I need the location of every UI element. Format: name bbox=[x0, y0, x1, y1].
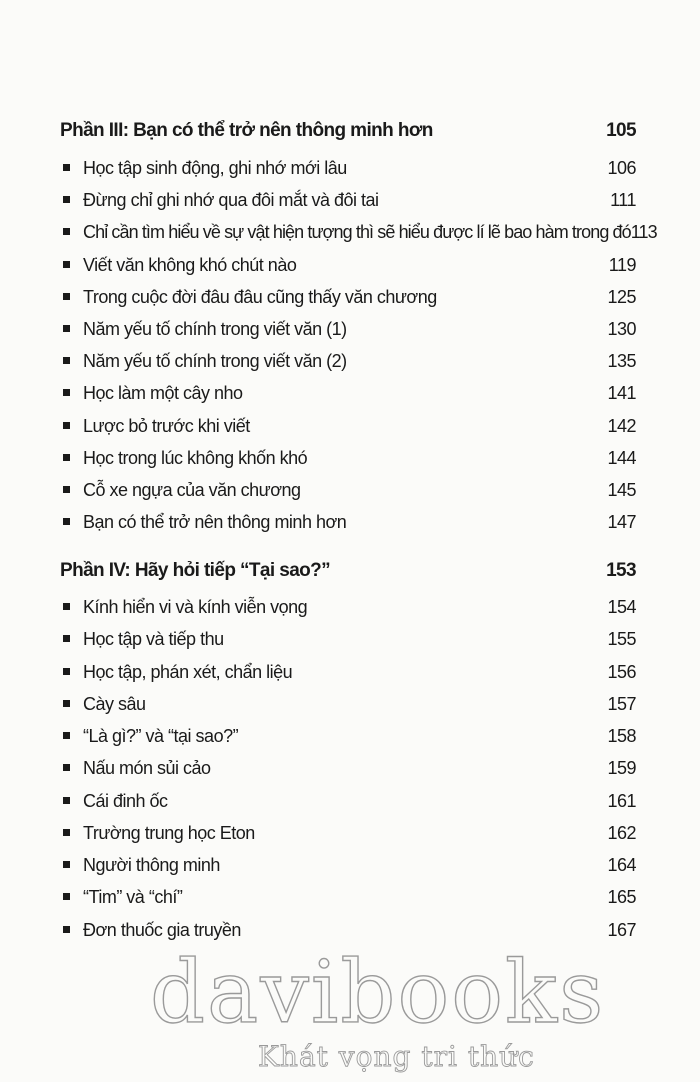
toc-entry bbox=[60, 222, 657, 243]
section-page-number: 105 bbox=[606, 120, 636, 141]
bullet-icon bbox=[63, 829, 70, 836]
entry-title: Năm yếu tố chính trong viết văn (1) bbox=[83, 319, 347, 339]
bullet-icon bbox=[63, 797, 70, 804]
toc-entry bbox=[60, 791, 636, 812]
entry-page-number: 162 bbox=[607, 823, 636, 843]
entry-page-number: 144 bbox=[607, 448, 636, 468]
bullet-icon bbox=[63, 732, 70, 739]
section-heading-part-4 bbox=[60, 560, 636, 582]
entry-page-number: 165 bbox=[607, 887, 636, 907]
entry-page-number: 145 bbox=[607, 480, 636, 500]
bullet-icon bbox=[63, 164, 70, 171]
bullet-icon bbox=[63, 325, 70, 332]
toc-entry bbox=[60, 383, 636, 404]
bullet-icon bbox=[63, 635, 70, 642]
entry-title: Lược bỏ trước khi viết bbox=[83, 416, 250, 436]
watermark-tagline: Khát vọng tri thức bbox=[258, 1040, 535, 1073]
toc-entry bbox=[60, 726, 636, 747]
section-title: Phần III: Bạn có thể trở nên thông minh hơn bbox=[60, 120, 433, 141]
toc-entry bbox=[60, 287, 636, 308]
toc-entry bbox=[60, 855, 636, 876]
toc-entry bbox=[60, 480, 636, 501]
bullet-icon bbox=[63, 603, 70, 610]
entry-title: Cỗ xe ngựa của văn chương bbox=[83, 480, 301, 500]
entry-page-number: 142 bbox=[607, 416, 636, 436]
entry-title: Học làm một cây nho bbox=[83, 383, 243, 403]
bullet-icon bbox=[63, 357, 70, 364]
bullet-icon bbox=[63, 454, 70, 461]
entry-title: “Tim” và “chí” bbox=[83, 887, 183, 907]
toc-entry bbox=[60, 629, 636, 650]
toc-entry bbox=[60, 887, 636, 908]
entry-page-number: 159 bbox=[607, 758, 636, 778]
bullet-icon bbox=[63, 668, 70, 675]
toc-entry bbox=[60, 416, 636, 437]
entry-page-number: 154 bbox=[607, 597, 636, 617]
bullet-icon bbox=[63, 422, 70, 429]
entry-title: Đơn thuốc gia truyền bbox=[83, 920, 241, 940]
toc-entry bbox=[60, 158, 636, 179]
bullet-icon bbox=[63, 293, 70, 300]
entry-title: Kính hiển vi và kính viễn vọng bbox=[83, 597, 308, 617]
entry-title: Cày sâu bbox=[83, 694, 146, 714]
entry-title: Người thông minh bbox=[83, 855, 220, 875]
toc-entry bbox=[60, 823, 636, 844]
entry-page-number: 113 bbox=[630, 222, 657, 242]
entry-title: Cái đinh ốc bbox=[83, 791, 168, 811]
entry-page-number: 167 bbox=[607, 920, 636, 940]
toc-entry bbox=[60, 662, 636, 683]
toc-entry bbox=[60, 758, 636, 779]
entry-page-number: 147 bbox=[607, 512, 636, 532]
entry-title: Học trong lúc không khốn khó bbox=[83, 448, 308, 468]
entry-page-number: 106 bbox=[607, 158, 636, 178]
entry-title: Học tập, phán xét, chẩn liệu bbox=[83, 662, 293, 682]
bullet-icon bbox=[63, 926, 70, 933]
entry-title: “Là gì?” và “tại sao?” bbox=[83, 726, 239, 746]
entry-page-number: 119 bbox=[608, 255, 636, 275]
entry-title: Học tập và tiếp thu bbox=[83, 629, 224, 649]
entry-page-number: 141 bbox=[607, 383, 636, 403]
entry-page-number: 157 bbox=[607, 694, 636, 714]
entry-page-number: 130 bbox=[607, 319, 636, 339]
toc-entry bbox=[60, 448, 636, 469]
toc-entry bbox=[60, 920, 636, 941]
toc-entry bbox=[60, 255, 636, 276]
entry-page-number: 161 bbox=[607, 791, 636, 811]
bullet-icon bbox=[63, 196, 70, 203]
entry-title: Nấu món sủi cảo bbox=[83, 758, 211, 778]
bullet-icon bbox=[63, 700, 70, 707]
entry-title: Bạn có thể trở nên thông minh hơn bbox=[83, 512, 347, 532]
bullet-icon bbox=[63, 764, 70, 771]
entry-page-number: 155 bbox=[607, 629, 636, 649]
section-heading-part-3 bbox=[60, 120, 636, 142]
toc-entry bbox=[60, 512, 636, 533]
bullet-icon bbox=[63, 486, 70, 493]
bullet-icon bbox=[63, 261, 70, 268]
toc-entry bbox=[60, 597, 636, 618]
toc-entry bbox=[60, 694, 636, 715]
entry-title: Trường trung học Eton bbox=[83, 823, 255, 843]
toc-entry bbox=[60, 319, 636, 340]
watermark-logo: davibooks bbox=[150, 943, 606, 1043]
entry-page-number: 156 bbox=[607, 662, 636, 682]
bullet-icon bbox=[63, 389, 70, 396]
entry-page-number: 158 bbox=[607, 726, 636, 746]
entry-title: Năm yếu tố chính trong viết văn (2) bbox=[83, 351, 347, 371]
section-title: Phần IV: Hãy hỏi tiếp “Tại sao?” bbox=[60, 560, 331, 581]
toc-entry bbox=[60, 190, 636, 211]
bullet-icon bbox=[63, 893, 70, 900]
entry-page-number: 164 bbox=[607, 855, 636, 875]
entry-page-number: 135 bbox=[607, 351, 636, 371]
entry-page-number: 111 bbox=[610, 190, 636, 210]
entry-title: Viết văn không khó chút nào bbox=[83, 255, 297, 275]
bullet-icon bbox=[63, 861, 70, 868]
toc-entry bbox=[60, 351, 636, 372]
entry-title: Học tập sinh động, ghi nhớ mới lâu bbox=[83, 158, 347, 178]
section-page-number: 153 bbox=[606, 560, 636, 581]
bullet-icon bbox=[63, 228, 70, 235]
entry-title: Đừng chỉ ghi nhớ qua đôi mắt và đôi tai bbox=[83, 190, 379, 210]
entry-title: Chỉ cần tìm hiểu về sự vật hiện tượng thì sẽ hiểu được lí lẽ bao hàm trong đó bbox=[83, 222, 631, 242]
entry-page-number: 125 bbox=[607, 287, 636, 307]
entry-title: Trong cuộc đời đâu đâu cũng thấy văn chương bbox=[83, 287, 437, 307]
bullet-icon bbox=[63, 518, 70, 525]
